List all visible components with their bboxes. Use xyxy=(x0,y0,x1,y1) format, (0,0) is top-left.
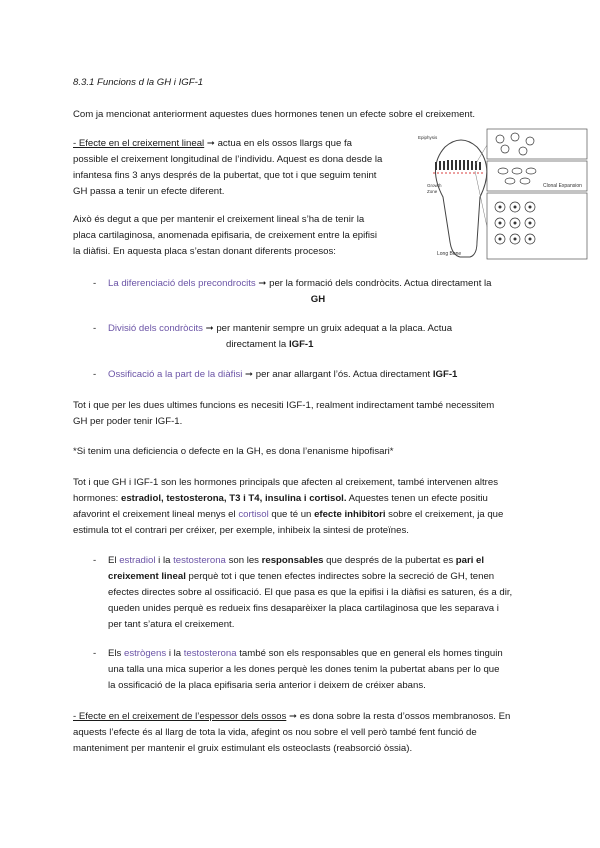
panel-1 xyxy=(487,129,587,159)
bone-outline xyxy=(435,140,486,257)
process-3-name: Ossificació a la part de la diàfisi xyxy=(108,369,243,380)
thickness-label: - Efecte en el creixement de l’espessor dels ossos xyxy=(73,711,287,722)
linear-growth-paragraph xyxy=(73,136,403,200)
intro-paragraph: Com ja mencionat anteriorment aquestes dues hormones tenen un efecte sobre el creixement. xyxy=(73,109,476,120)
linear-line-4: GH passa a tenir un efecte diferent. xyxy=(73,186,225,197)
thickness-paragraph: - Efecte en el creixement de l’espessor dels ossos ➞ es dona sobre la resta d’ossos membranosos. En aquests l’efecte és al llarg de tota la vida, afegint os nou sobre el vell però també fent funció de manteniment per mantenir el gruix estimulant els osteoclasts (reabsorció òssia). xyxy=(73,711,511,754)
label-epiphysis: Epiphysis xyxy=(418,135,438,140)
process-2-name: Divisió dels condròcits xyxy=(108,323,203,334)
label-long-bone: Long Bone xyxy=(437,251,462,257)
growth-plate-diagram xyxy=(415,127,590,262)
linear-line-1: - Efecte en el creixement lineal ➞ actua en els ossos llargs que fa xyxy=(73,138,352,149)
linear-line-3: infantesa fins 3 anys després de la pubertat, que tot i que seguim tenint xyxy=(73,170,377,181)
arrow-icon: ➞ xyxy=(206,138,215,149)
section-heading: 8.3.1 Funcions d la GH i IGF-1 xyxy=(73,77,204,88)
label-zone: Zone xyxy=(427,189,438,194)
other-hormones-paragraph: Tot i que GH i IGF-1 son les hormones principals que afecten al creixement, també intervenen altres hormones: estradiol, testosterona, T3 i T4, insulina i cortisol. Aquestes tenen un efecte positiu afavorint el creixement lineal menys el cortisol que té un efecte inhibitori sobre el creixement, ja que estimula tot el contrari per créixer, per exemple, inhibeix la sintesi de proteïnes. xyxy=(73,477,504,536)
bone-figure-svg xyxy=(415,127,590,262)
growth-plate-paragraph: Això és degut a que per mantenir el creixement lineal s’ha de tenir la placa cartilaginosa, anomenada epifisaria, de creixement entre la epifisi la diàfisi. En aquesta placa s’estan donant diferents procesos: xyxy=(73,214,377,257)
summary-paragraph: Tot i que per les dues ultimes funcions es necesiti IGF-1, realment indirectament també necessitem GH per poder tenir IGF-1. xyxy=(73,400,495,427)
label-clonal-expansion: Clonal Expansion xyxy=(543,183,582,189)
note-paragraph: *Si tenim una deficiencia o defecte en la GH, es dona l’enanisme hipofisari* xyxy=(73,446,394,457)
panel-3 xyxy=(487,193,587,259)
arrow-icon: ➞ xyxy=(258,278,267,289)
process-1-name: La diferenciació dels precondrocits xyxy=(108,278,256,289)
arrow-icon: ➞ xyxy=(245,369,254,380)
plate-cells xyxy=(435,160,481,170)
arrow-icon: ➞ xyxy=(205,323,214,334)
linear-line-2: possible el creixement longitudinal de l’individu. Aquest es dona desde la xyxy=(73,154,383,165)
document-page: 8.3.1 Funcions d la GH i IGF-1 Com ja mencionat anteriorment aquestes dues hormones tenen un efecte sobre el creixement. - Efecte en el creixement lineal ➞ actua en els ossos llargs que fa possible el creixement longitudinal de l’individu. Aquest es dona desde la infantesa fins 3 anys després de la pubertat, que tot i que seguim tenint GH passa a tenir un efecte diferent. Això és degut a que per mantenir el creixement lineal s’ha de tenir la placa cartilaginosa, anomenada epifisaria, de creixement entre la epifisi la diàfisi. En aquesta placa s’estan donant diferents procesos: Epiphysis Growth Zone Long Bone Clonal Expansion - La diferenciació dels precondrocits ➞ per la formació dels condròcits. Actua directament la GH - Divisió dels condròcits ➞ per mantenir sempre un gruix adequat a la placa. Actua directament la IGF-1 - Ossificació a la part de la diàfisi ➞ per anar allargant l’ós. Actua directament IGF-1 Tot i que per les dues ultimes funcions es necesiti IGF-1, realment indirectament també necessitem GH per poder tenir IGF-1. *Si tenim una deficiencia o defecte en la GH, es dona l’enanisme hipofisari* Tot i que GH i IGF-1 son les hormones principals que afecten al creixement, també intervenen altres hormones: estradiol, testosterona, T3 i T4, insulina i cortisol. Aquestes tenen un efecte positiu afavorint el creixement lineal menys el cortisol que té un efecte inhibitori sobre el creixement, ja que estimula tot el contrari per créixer, per exemple, inhibeix la sintesi de proteïnes. - El estradiol i la testosterona son les responsables que després de la pubertat es pari el creixement lineal perquè tot i que tenen efectes indirectes sobre la secreció de GH, tenen efectes directes sobre al ossificació. El que pasa es que la epifisi i la diàfisi es saturen, és a dir, queden unides perquè es redueix fins desaparèixer la placa cartilaginosa que les separava i per tant s’atura el creixement. - Els estrògens i la testosterona també son els responsables que en general els homes tinguin una talla una mica superior a les dones perquè les dones tenim la pubertat abans per lo que la ossificació de la placa epifisaria seria anterior i deixem de créixer abans. - Efecte en el creixement de l’espessor dels ossos ➞ es dona sobre la resta d’ossos membranosos. En aquests l’efecte és al llarg de tota la vida, afegint os nou sobre el vell però també fent funció de manteniment per mantenir el gruix estimulant els osteoclasts (reabsorció òssia). xyxy=(0,0,600,848)
panel-cells xyxy=(495,133,536,244)
arrow-icon: ➞ xyxy=(288,711,298,722)
label-growth: Growth xyxy=(427,183,442,188)
linear-growth-label: - Efecte en el creixement lineal xyxy=(73,138,205,149)
